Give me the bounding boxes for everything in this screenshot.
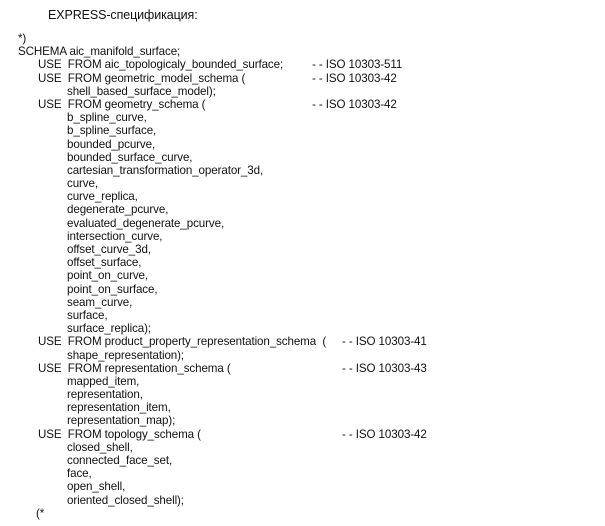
code-line-text: USE FROM representation_schema ( [38,361,231,375]
code-line-text: intersection_curve, [67,229,163,243]
code-line [0,309,605,322]
code-line-text: representation_map); [67,414,176,428]
code-line-text: shape_representation); [67,348,185,362]
code-line [0,256,605,269]
iso-reference-comment: - - ISO 10303-41 [342,335,427,349]
code-line [0,283,605,296]
code-line [0,164,605,177]
code-line [0,362,605,375]
code-line [0,296,605,309]
code-line [0,243,605,256]
code-line-text: *) [18,32,27,45]
code-line [0,480,605,493]
code-line-text: cartesian_transformation_operator_3d, [67,163,264,177]
code-line-text: point_on_curve, [67,269,149,283]
code-line-text: USE FROM aic_topologicaly_bounded_surface; [38,58,284,72]
code-line-text: connected_face_set, [67,454,173,467]
code-line-text: bounded_pcurve, [67,137,156,151]
code-line-text: offset_surface, [67,256,142,270]
code-line-text: closed_shell, [67,440,133,454]
code-line-text: USE FROM geometric_model_schema ( [38,71,246,85]
code-line-text: point_on_surface, [67,282,158,296]
iso-reference-comment: - - ISO 10303-43 [342,361,427,375]
code-line [0,414,605,427]
code-line [0,335,605,348]
code-line [0,375,605,388]
iso-reference-comment: - - ISO 10303-42 [312,71,397,85]
code-line-text: SCHEMA aic_manifold_surface; [18,45,181,59]
code-line-text: face, [67,467,92,481]
code-line [0,454,605,467]
code-line [0,269,605,282]
code-line [0,401,605,414]
code-line [0,428,605,441]
code-line-text: surface_replica); [67,322,152,336]
code-line [0,138,605,151]
code-line-text: (* [36,506,45,520]
code-line [0,349,605,362]
code-line-text: representation_item, [67,401,171,415]
code-line-text: offset_curve_3d, [67,243,151,256]
code-line-text: representation, [67,388,143,402]
code-line-text: mapped_item, [67,374,140,388]
code-line [0,85,605,98]
code-line [0,177,605,190]
code-line-text: bounded_surface_curve, [67,150,193,164]
code-line-text: b_spline_curve, [67,111,147,125]
code-line [0,98,605,111]
code-line-text: USE FROM product_property_representation_schema ( [38,335,327,349]
iso-reference-comment: - - ISO 10303-42 [312,97,397,111]
code-line-text: curve_replica, [67,190,138,204]
code-line-text: surface, [67,308,108,322]
iso-reference-comment: - - ISO 10303-511 [312,58,403,72]
code-line [0,72,605,85]
code-line-text: USE FROM topology_schema ( [38,427,201,441]
code-line [0,467,605,480]
code-line-text: curve, [67,177,98,191]
code-line [0,124,605,137]
express-code-block [0,32,605,520]
code-line [0,322,605,335]
code-line [0,441,605,454]
code-line-text: open_shell, [67,480,126,494]
code-line [0,217,605,230]
code-line [0,507,605,520]
code-line-text: oriented_closed_shell); [67,493,184,507]
code-line-text: USE FROM geometry_schema ( [38,97,206,111]
iso-reference-comment: - - ISO 10303-42 [342,427,427,441]
code-line-text: shell_based_surface_model); [67,84,216,98]
code-line [0,190,605,203]
section-heading: EXPRESS-спецификация: [48,8,198,22]
code-line [0,230,605,243]
code-line [0,388,605,401]
code-line [0,151,605,164]
code-line-text: b_spline_surface, [67,124,157,138]
code-line [0,111,605,124]
code-line-text: degenerate_pcurve, [67,203,169,217]
code-line [0,45,605,58]
code-line-text: evaluated_degenerate_pcurve, [67,216,225,230]
code-line [0,203,605,216]
code-line [0,58,605,71]
code-line [0,494,605,507]
code-line [0,32,605,45]
code-line-text: seam_curve, [67,295,133,309]
